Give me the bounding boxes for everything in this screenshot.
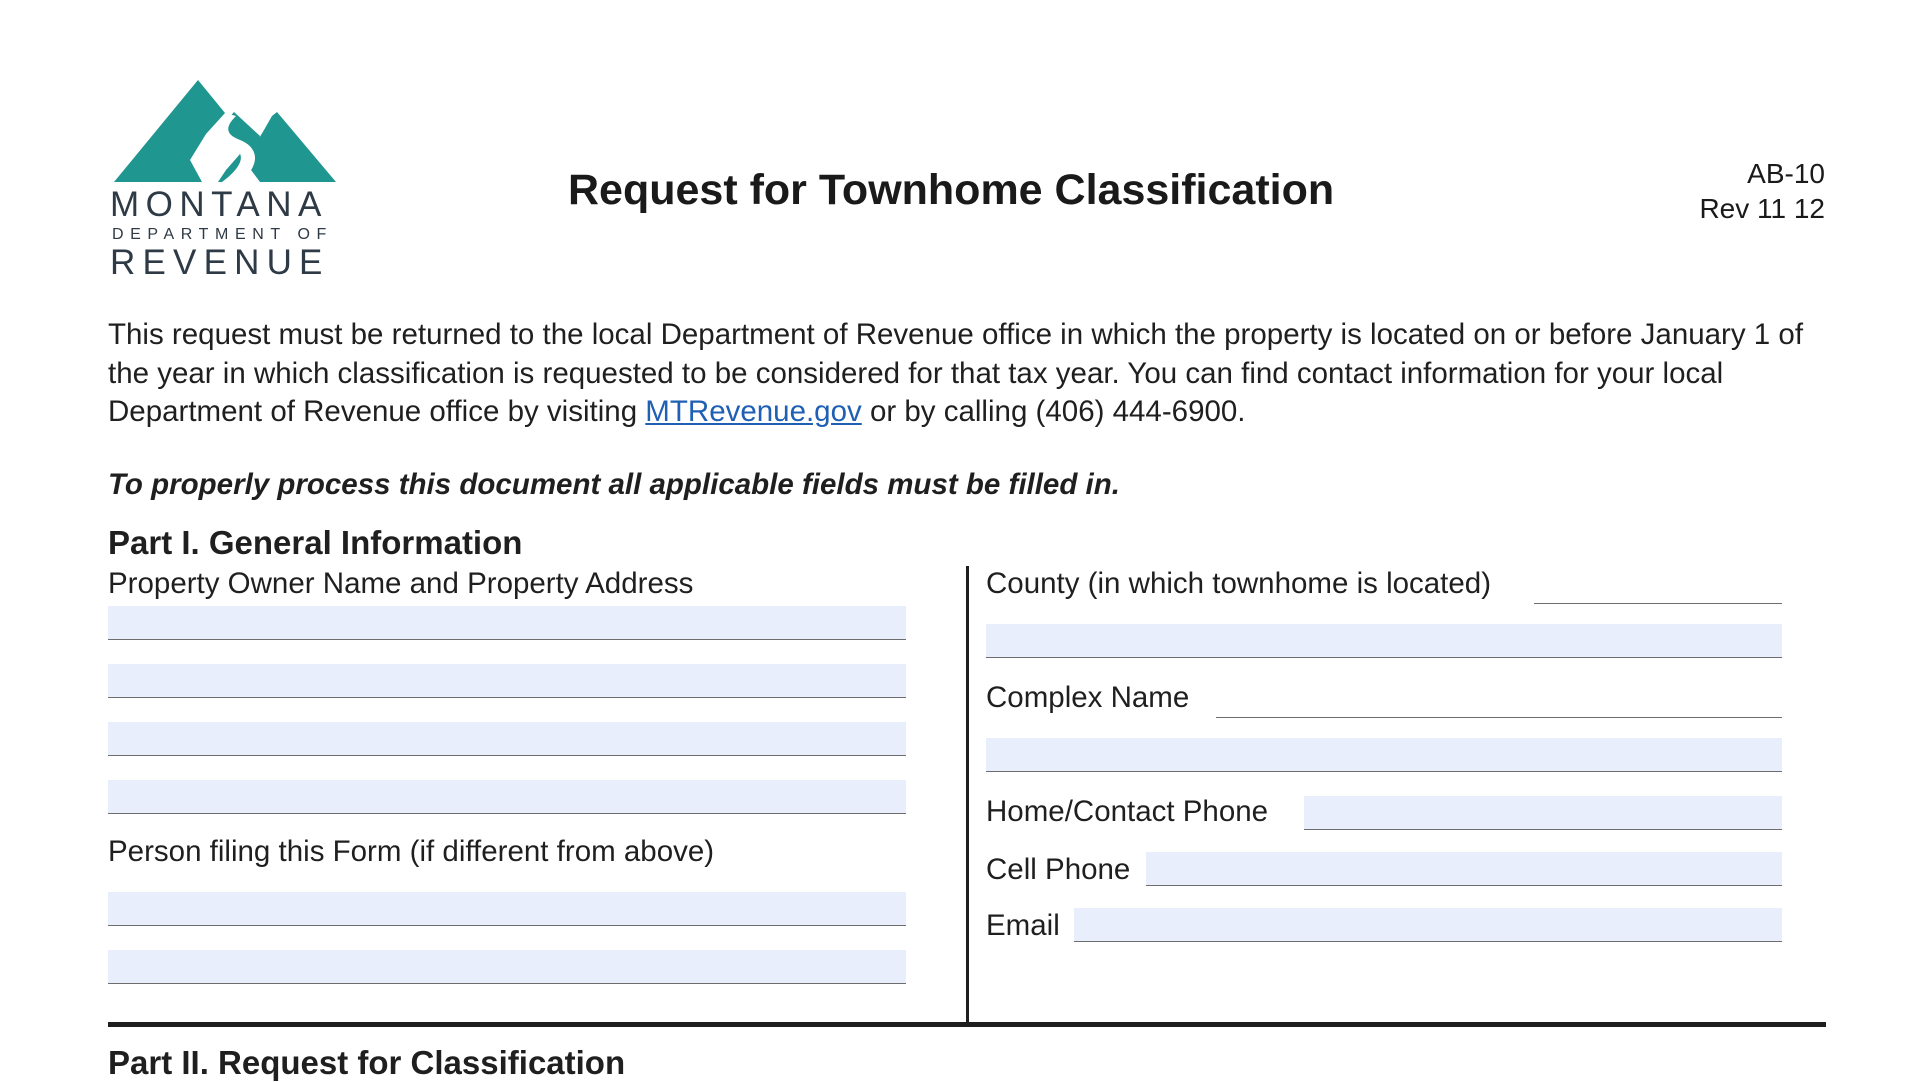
email-field[interactable] <box>1074 908 1782 942</box>
filer-line-1[interactable] <box>108 892 906 926</box>
filer-line-2[interactable] <box>108 950 906 984</box>
form-number: AB-10 <box>1747 158 1825 189</box>
owner-label: Property Owner Name and Property Address <box>108 567 694 600</box>
complex-name-field-inline[interactable] <box>1216 684 1782 718</box>
mtrevenue-link[interactable]: MTRevenue.gov <box>645 395 862 428</box>
owner-line-3[interactable] <box>108 722 906 756</box>
home-phone-label: Home/Contact Phone <box>986 795 1269 828</box>
form-revision: Rev 11 12 <box>1699 193 1825 224</box>
part1-heading: Part I. General Information <box>108 524 523 561</box>
complex-name-label: Complex Name <box>986 681 1190 714</box>
email-label: Email <box>986 909 1060 942</box>
owner-line-2[interactable] <box>108 664 906 698</box>
intro-text-end: or by calling (406) 444-6900. <box>861 395 1246 428</box>
county-field[interactable] <box>986 624 1782 658</box>
montana-dor-logo <box>108 80 338 280</box>
intro-paragraph <box>108 316 1838 432</box>
intro-text: This request must be returned to the local Department of Revenue office in which the property is located on or before January 1 of the year in which classification is requested to be considered for that tax year. You can find contact information for your local Department of Revenue office by visiting <box>108 318 1804 428</box>
instruction-text: To properly process this document all applicable fields must be filled in. <box>108 468 1120 501</box>
cell-phone-field[interactable] <box>1146 852 1782 886</box>
owner-line-1[interactable] <box>108 606 906 640</box>
logo-text-montana: MONTANA <box>110 185 328 224</box>
home-phone-field[interactable] <box>1304 796 1782 830</box>
form-identifier <box>1699 156 1825 226</box>
part2-heading: Part II. Request for Classification <box>108 1044 626 1081</box>
county-label: County (in which townhome is located) <box>986 567 1492 600</box>
section-divider <box>108 1022 1826 1027</box>
owner-line-4[interactable] <box>108 780 906 814</box>
complex-name-field[interactable] <box>986 738 1782 772</box>
filer-label: Person filing this Form (if different from above) <box>108 835 715 868</box>
cell-phone-label: Cell Phone <box>986 853 1131 886</box>
column-divider <box>966 566 969 1024</box>
form-title: Request for Townhome Classification <box>568 166 1335 214</box>
logo-text-revenue: REVENUE <box>110 243 330 282</box>
mountain-logo-icon <box>114 80 336 186</box>
logo-text-department-of: DEPARTMENT OF <box>112 226 333 243</box>
county-field-inline[interactable] <box>1534 570 1782 604</box>
